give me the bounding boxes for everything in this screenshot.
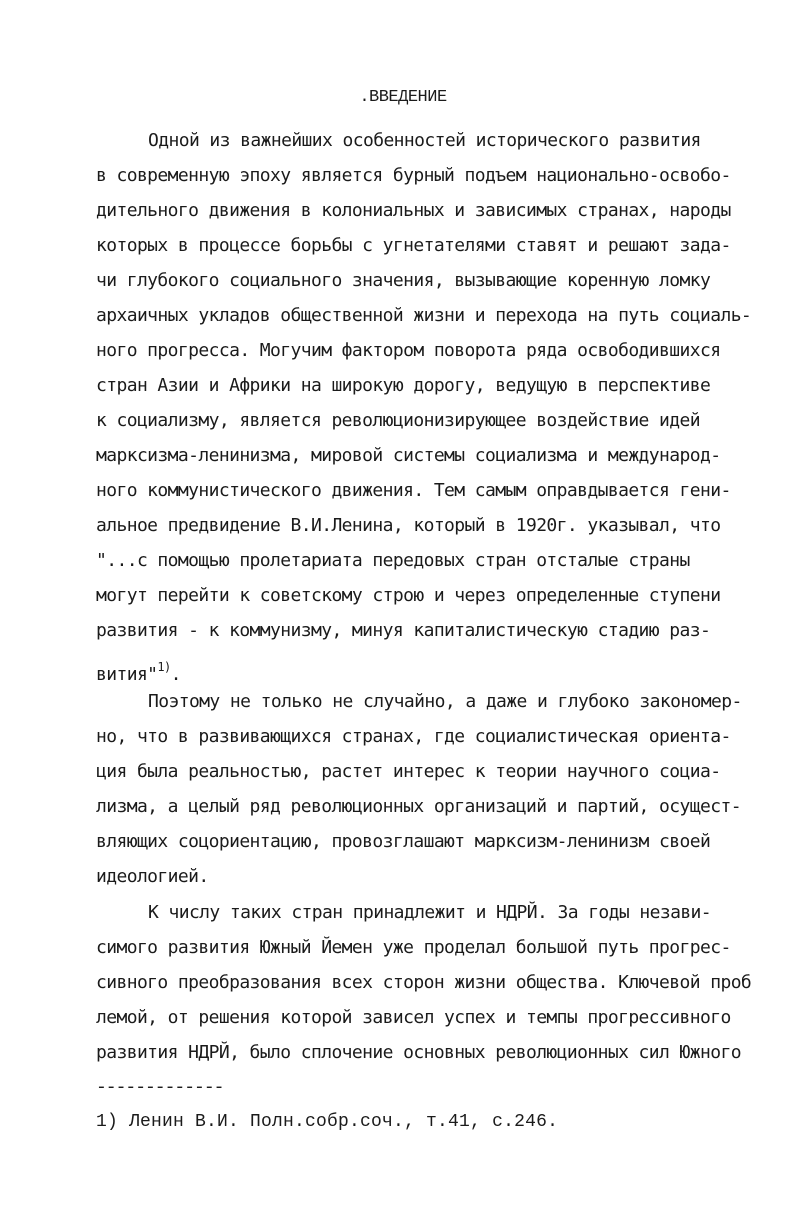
text-line: которых в процессе борьбы с угнетателями ставят и решают зада- xyxy=(96,235,731,256)
text-line: марксизма-ленинизма, мировой системы социализма и международ- xyxy=(96,445,721,466)
text-fragment: вития" xyxy=(96,664,158,685)
text-line: "...с помощью пролетариата передовых стран отсталые страны xyxy=(96,550,690,571)
text-line: архаичных укладов общественной жизни и перехода на путь социаль- xyxy=(96,305,752,326)
text-line: могут перейти к советскому строю и через определенные ступени xyxy=(96,585,721,606)
text-line: развития - к коммунизму, минуя капиталистическую стадию раз- xyxy=(96,620,711,641)
text-line: ного прогресса. Могучим фактором поворота ряда освободившихся xyxy=(96,340,721,361)
text-line: ного коммунистического движения. Тем самым оправдывается гени- xyxy=(96,480,731,501)
text-line: вляющих соцориентацию, провозглашают марксизм-ленинизм своей xyxy=(96,831,711,852)
page-title: .ВВЕДЕНИЕ xyxy=(359,88,447,107)
text-line: Поэтому не только не случайно, а даже и глубоко закономер- xyxy=(148,691,742,712)
text-line: К числу таких стран принадлежит и НДРЙ. За годы незави- xyxy=(148,902,712,923)
text-line: чи глубокого социального значения, вызывающие коренную ломку xyxy=(96,270,711,291)
text-line: идеологией. xyxy=(96,866,209,887)
text-line: лизма, а целый ряд революционных организаций и партий, осущест- xyxy=(96,796,741,817)
text-line: Одной из важнейших особенностей исторического развития xyxy=(148,130,701,151)
text-line: альное предвидение В.И.Ленина, который в 1920г. указывал, что xyxy=(96,515,721,536)
text-line: развития НДРЙ, было сплочение основных революционных сил Южного xyxy=(96,1042,741,1063)
text-line: ция была реальностью, растет интерес к теории научного социа- xyxy=(96,761,721,782)
text-line: но, что в развивающихся странах, где социалистическая ориента- xyxy=(96,726,731,747)
footnote: 1) Ленин В.И. Полн.собр.соч., т.41, с.246. xyxy=(96,1112,559,1132)
text-line: стран Азии и Африки на широкую дорогу, ведущую в перспективе xyxy=(96,375,711,396)
text-line: лемой, от решения которой зависел успех и темпы прогрессивного xyxy=(96,1007,731,1028)
text-line: в современную эпоху является бурный подъем национально-освобо- xyxy=(96,165,731,186)
footnote-reference: 1) xyxy=(157,660,171,674)
text-line: дительного движения в колониальных и зависимых странах, народы xyxy=(96,200,731,221)
footnote-separator: ------------- xyxy=(96,1078,224,1098)
text-line: симого развития Южный Йемен уже проделал большой путь прогрес- xyxy=(96,937,731,958)
sentence-end: . xyxy=(170,664,181,685)
text-line: сивного преобразования всех сторон жизни общества. Ключевой проб xyxy=(96,972,752,993)
text-line: к социализму, является революционизирующее воздействие идей xyxy=(96,410,700,431)
text-line xyxy=(96,656,181,686)
